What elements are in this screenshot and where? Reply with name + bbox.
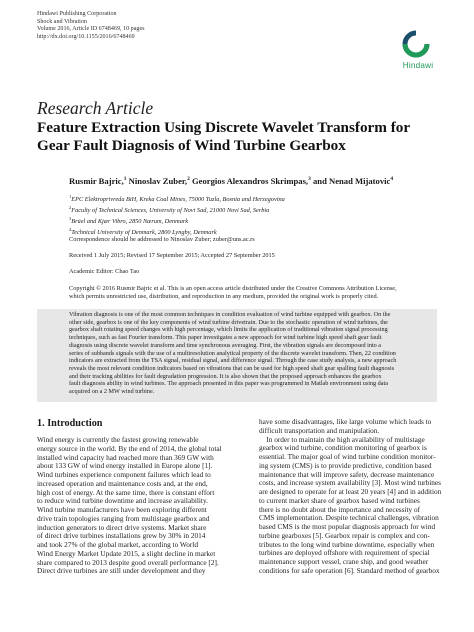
- body-line: installed wind capacity had reached more than 369 GW with: [37, 452, 214, 462]
- copyright-line: which permits unrestricted use, distribution, and reproduction in any medium, provided the original work is properly cited.: [69, 292, 379, 300]
- author-name: Ninoslav Zuber,: [126, 176, 188, 186]
- affiliation-text: Faculty of Technical Sciences, University of Novi Sad, 21000 Novi Sad, Serbia: [71, 206, 270, 214]
- body-line: Wind Energy Market Update 2015, a slight decline in market: [37, 548, 216, 558]
- body-line: maintenance that will improve safety, decrease maintenance: [259, 469, 435, 479]
- body-line: difficult transportation and manipulation.: [259, 425, 380, 435]
- copyright-notice: [69, 285, 439, 301]
- author-name: Georgios Alexandros Skrimpas,: [189, 176, 309, 186]
- affiliation: [69, 204, 285, 215]
- body-line: turbine gearboxes [5]. Gearbox repair is complex and con-: [259, 530, 430, 540]
- abstract-line: series of subbands signals with the use of a multiresolution analytical property of the discrete wavelet transform. Then, 22 condition: [69, 349, 396, 357]
- academic-editor: Academic Editor: Chao Tao: [69, 268, 140, 275]
- abstract-line: Vibration diagnosis is one of the most common techniques in condition evaluation of wind turbine equipped with gearbox. On the: [69, 311, 391, 318]
- affiliation-mark: 3: [69, 215, 72, 221]
- body-line: induction generators to direct drive systems. Market share: [37, 522, 207, 532]
- body-line: high cost of energy. At the same time, there is constant effort: [37, 487, 215, 497]
- body-line: Wind energy is currently the fastest growing renewable: [37, 435, 199, 444]
- title-line: Gear Fault Diagnosis of Wind Turbine Gearbox: [37, 136, 346, 154]
- body-line: gearbox wind turbine, condition monitoring of gearbox is: [259, 443, 427, 453]
- body-line: and took 27% of the global market, according to World: [37, 540, 198, 549]
- abstract-line: indicators are extracted from the TSA signal, residual signal, and difference signal. Through the case study analysis, a new approach: [69, 357, 397, 365]
- body-line: share compared to 2013 despite good overall performance [2].: [37, 557, 219, 567]
- body-line: ing system (CMS) is to provide predictive, condition based: [259, 460, 432, 470]
- affiliation-text: EPC Elektroprivreda BiH, Kreka Coal Mines, 75000 Tuzla, Bosnia and Herzegovina: [71, 196, 285, 204]
- body-line: turbines are deployed offshore with requirement of special: [259, 548, 430, 558]
- author-name: and Nenad Mijatovic: [310, 176, 391, 186]
- affiliation-mark: 1: [69, 194, 72, 199]
- doi-link[interactable]: http://dx.doi.org/10.1155/2016/6748469: [37, 33, 135, 40]
- author-name: Rusmir Bajric,: [69, 176, 124, 186]
- affiliation-mark: 2: [69, 204, 72, 210]
- body-line: have some disadvantages, like large volume which leads to: [259, 417, 432, 426]
- body-line: to reduce wind turbine downtime and increase availability.: [37, 496, 208, 506]
- hindawi-logo-text: Hindawi: [402, 61, 434, 70]
- body-line: based CMS is the most popular diagnosis approach for wind: [259, 522, 436, 531]
- author-list: [69, 176, 393, 186]
- body-line: drive train topologies ranging from multistage gearbox and: [37, 513, 210, 523]
- abstract-line: other side, gearbox is one of the key components of wind turbine drivetrain. Due to the stochastic operation of wind turbines, the: [69, 318, 388, 326]
- affiliation: [69, 226, 285, 237]
- publisher-line: Hindawi Publishing Corporation: [37, 11, 117, 17]
- abstract-line: fault diagnosis ability in wind turbines. The approach presented in this paper was programmed in Matlab environment using data: [69, 380, 388, 388]
- right-column-text: [259, 418, 441, 576]
- title-line: Feature Extraction Using Discrete Wavelet Transform for: [37, 119, 411, 136]
- article-type: Research Article: [37, 98, 154, 118]
- affiliation-text: Technical University of Denmark, 2800 Lyngby, Denmark: [71, 228, 217, 236]
- left-column-text: [37, 436, 222, 576]
- body-line: maintenance support vessel, crane ship, and good weather: [259, 557, 429, 566]
- article-title: [37, 119, 410, 154]
- copyright-line: Copyright © 2016 Rusmir Bajric et al. This is an open access article distributed under the Creative Commons Attribution License,: [69, 285, 397, 292]
- body-line: essential. The major goal of wind turbine condition monitor-: [259, 452, 436, 461]
- publication-info: [37, 11, 145, 41]
- body-line: there is no doubt about the importance and necessity of: [259, 504, 421, 514]
- author-affiliation-mark: 4: [390, 176, 394, 183]
- body-line: about 133 GW of wind energy installed in Europe alone [1].: [37, 461, 213, 471]
- abstract-line: reveals the most relevant condition indicators based on vibrations that can be used for high speed shaft gear spalling fault diagnosis: [69, 364, 395, 372]
- abstract: [69, 311, 396, 396]
- affiliation: [69, 215, 285, 226]
- body-line: Wind turbines experience component failures which lead to: [37, 470, 211, 479]
- author-affiliation-mark: 1: [123, 176, 127, 183]
- affiliation-mark: 4: [69, 226, 72, 232]
- abstract-line: techniques, such as fast Fourier transform. This paper investigates a new approach for wind turbine high speed shaft gear fault: [69, 334, 382, 342]
- journal-line: Shock and Vibration: [37, 18, 87, 25]
- author-affiliation-mark: 3: [308, 176, 311, 183]
- body-line: are designed to operate for at least 20 years [4] and in addition: [259, 487, 442, 496]
- body-line: conditions for safe operation [6]. Standard method of gearbox: [259, 565, 440, 575]
- correspondence: Correspondence should be addressed to Ninoslav Zuber; zuber@uns.ac.rs: [69, 236, 255, 243]
- section-heading: 1. Introduction: [37, 418, 103, 429]
- affiliations: [69, 193, 285, 237]
- volume-line: Volume 2016, Article ID 6748469, 10 pages: [37, 26, 145, 33]
- hindawi-logo-icon: [393, 30, 439, 80]
- affiliation: [69, 193, 285, 204]
- body-line: costs, and increase system availability [3]. Most wind turbines: [259, 478, 441, 488]
- abstract-line: gearbox shaft rotating speed changes with high percentage, which limits the application of traditional vibration signal processing: [69, 326, 388, 334]
- body-line: In order to maintain the high availability of multistage: [259, 434, 425, 444]
- article-dates: Received 1 July 2015; Revised 17 September 2015; Accepted 27 September 2015: [69, 252, 275, 259]
- affiliation-text: Brüel and Kjær Vibro, 2850 Nærum, Denmark: [71, 217, 189, 225]
- abstract-line: acquired on a 2 MW wind turbine.: [69, 388, 155, 396]
- author-affiliation-mark: 2: [187, 176, 190, 183]
- body-line: Wind turbine manufacturers have been exploring different: [37, 505, 207, 514]
- abstract-line: and their tracking abilities for fault degradation progression. It is also shown that the proposed approach enhances the gearbox: [69, 372, 382, 380]
- body-line: to current market share of gearbox based wind turbines: [259, 495, 420, 505]
- body-line: energy source in the world. By the end of 2014, the global total: [37, 443, 222, 453]
- body-line: CMS implementation. Despite technical challenges, vibration: [259, 513, 439, 523]
- body-line: of direct drive turbines installations grew by 30% in 2014: [37, 531, 206, 541]
- body-line: tributes to the long wind turbine downtime, especially when: [259, 539, 435, 549]
- abstract-line: diagnosis using discrete wavelet transform and time synchronous averaging. First, the vibration signals are decomposed into a: [69, 341, 382, 349]
- body-line: increased operation and maintenance costs and, at the end,: [37, 478, 208, 488]
- body-line: Direct drive turbines are still under development and they: [37, 566, 206, 576]
